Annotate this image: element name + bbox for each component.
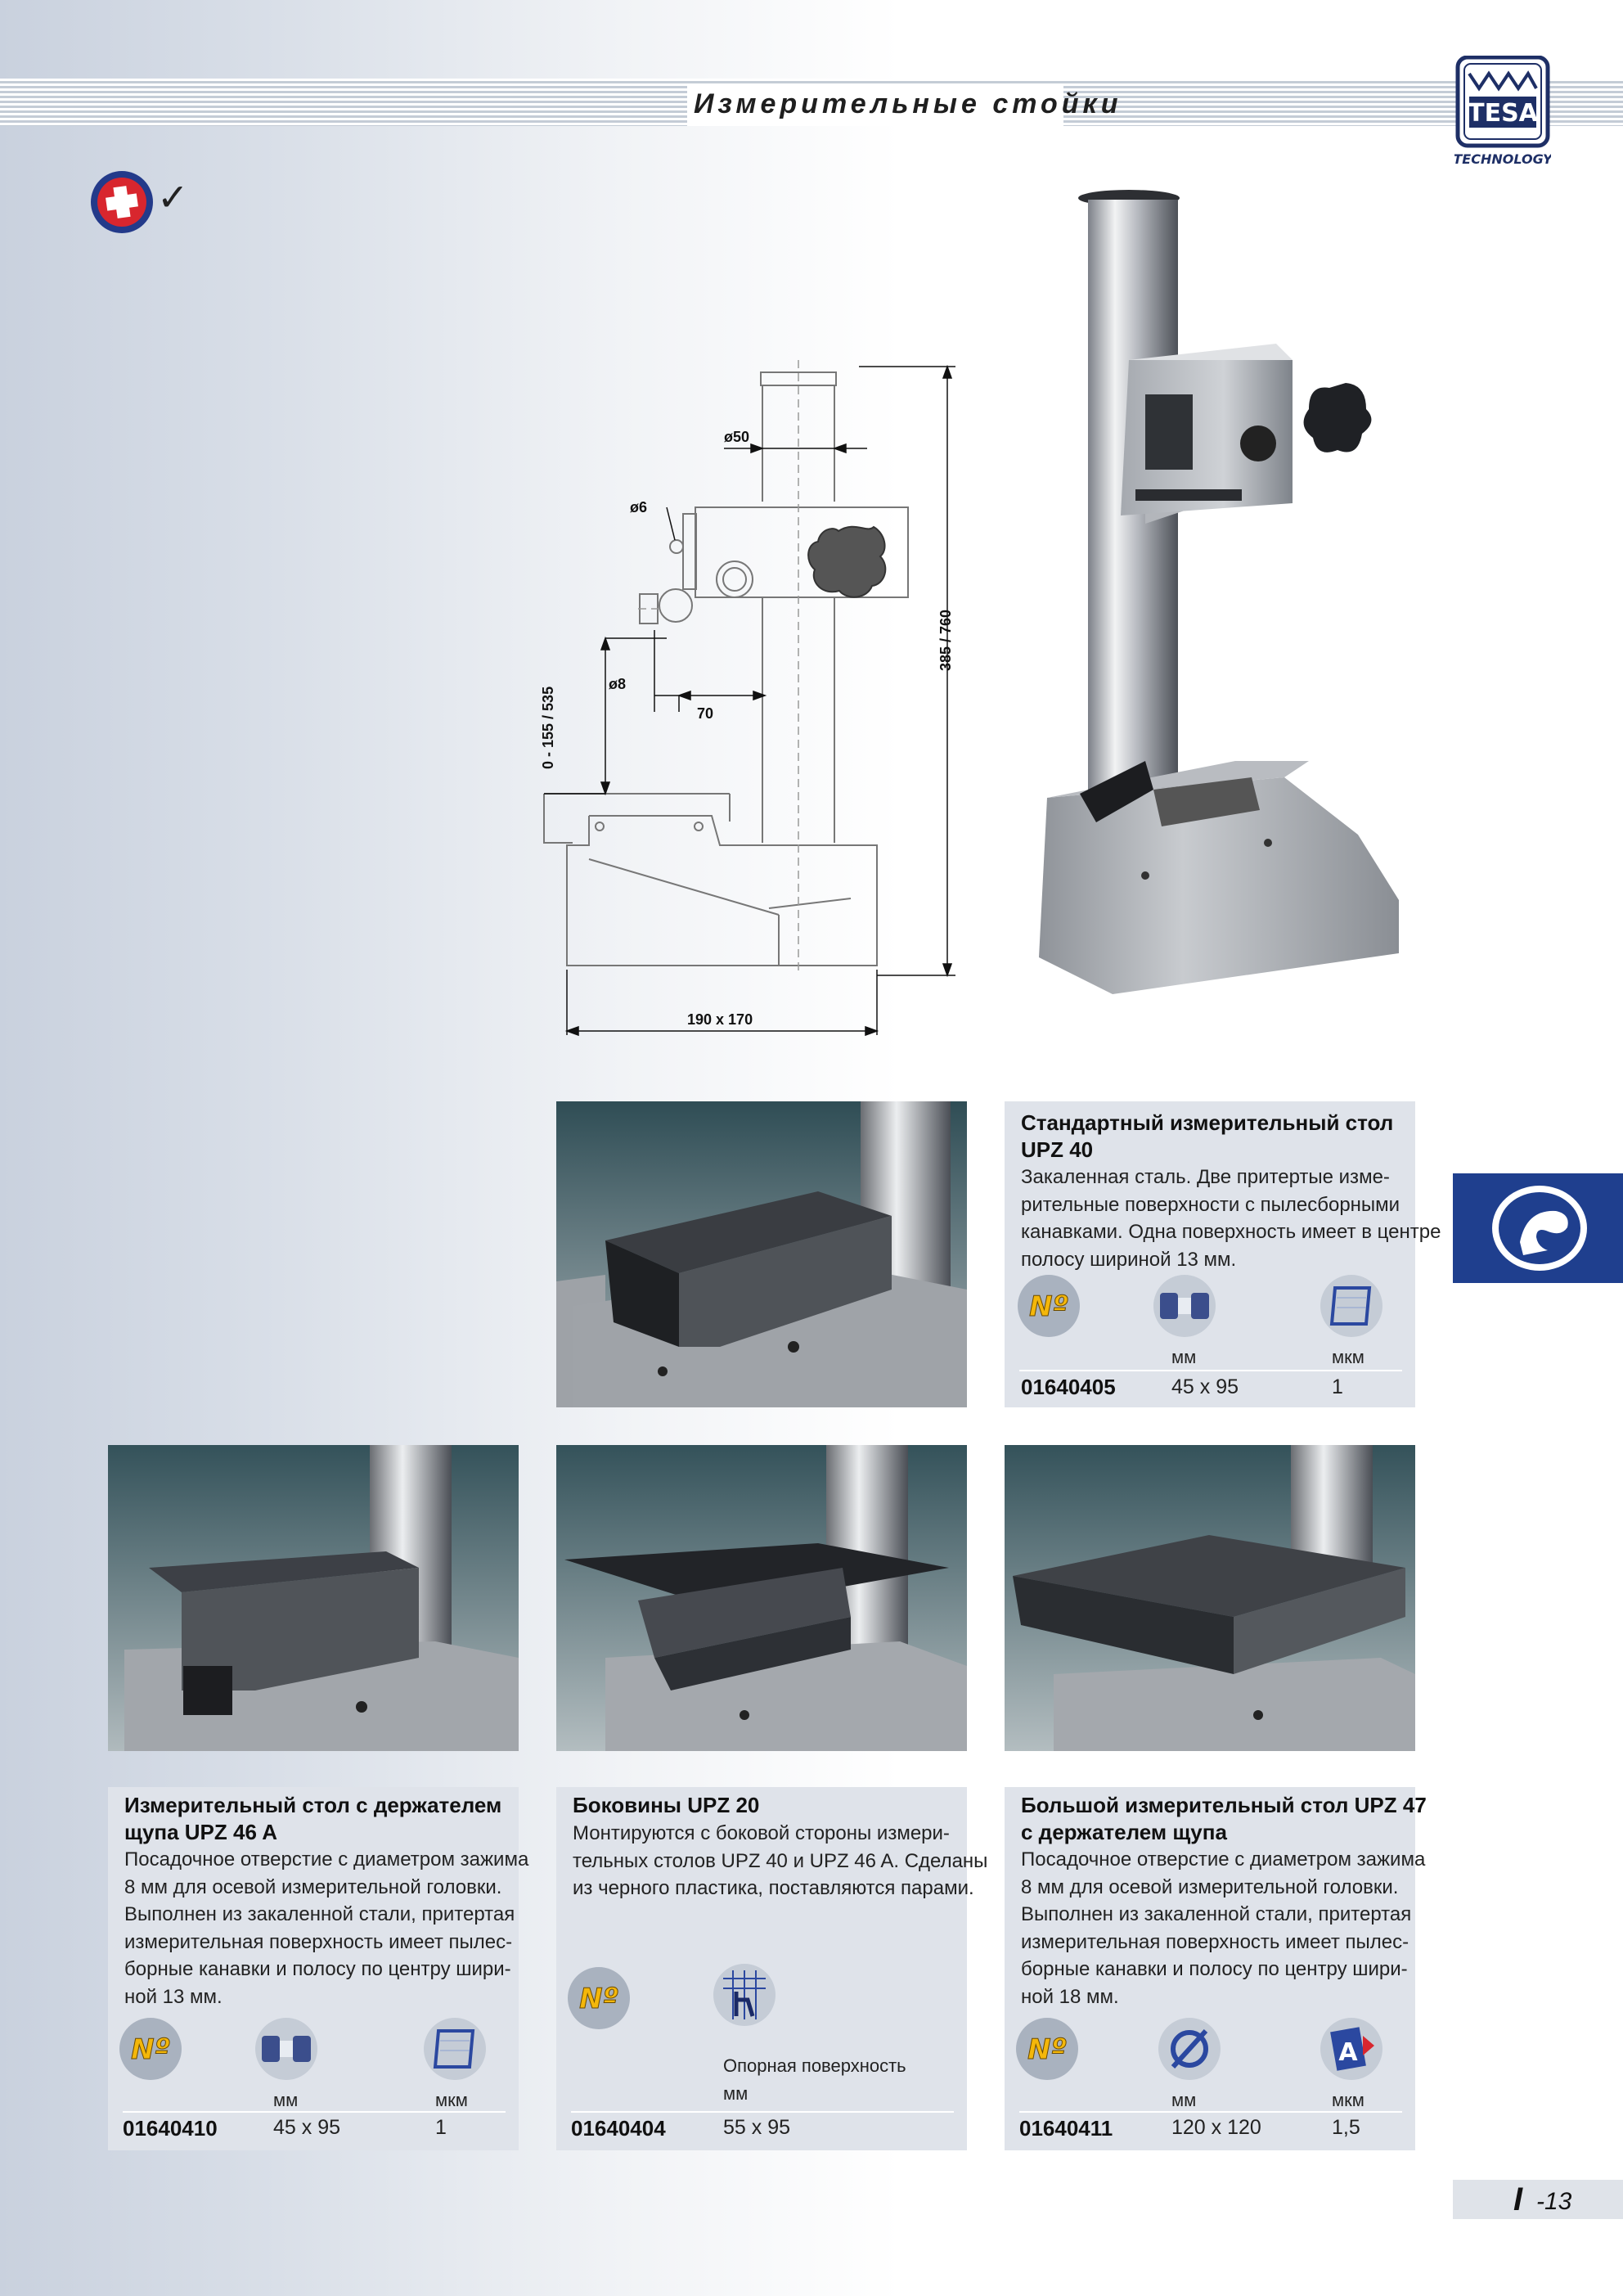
unit-um: мкм	[435, 2090, 468, 2110]
table-divider	[123, 2111, 506, 2113]
product-title: Боковины UPZ 20	[573, 1793, 760, 1817]
svg-text:Nº: Nº	[131, 2033, 170, 2066]
measuring-stand-photo	[1014, 188, 1440, 1015]
upz47-photo	[1005, 1445, 1415, 1751]
flatness-value: 1,5	[1332, 2116, 1360, 2139]
product-title: Стандартный измерительный стол UPZ 40	[1021, 1110, 1394, 1162]
unit-um: мкм	[1332, 1347, 1364, 1367]
flatness-icon	[1319, 1273, 1384, 1339]
svg-text:Nº: Nº	[1029, 1290, 1068, 1323]
page-section-letter: I	[1513, 2181, 1523, 2217]
support-surface-caption: Опорная поверхность	[723, 2055, 906, 2076]
number-badge-icon	[118, 2016, 183, 2082]
probe-stand-tab-icon	[1490, 1185, 1589, 1272]
number-badge-icon	[1016, 1273, 1081, 1339]
number-badge-icon	[566, 1965, 632, 2031]
svg-text:A: A	[1338, 2038, 1358, 2067]
product-panel-upz20	[556, 1787, 988, 2150]
dimension-value: 55 x 95	[723, 2116, 791, 2139]
product-description: Монтируются с боковой стороны измери- тельных столов UPZ 40 и UPZ 46 A. Сделаны из черного пластика, поставляются парами.	[573, 1822, 988, 1899]
unit-mm: мм	[273, 2090, 299, 2110]
product-panel-upz47	[1005, 1787, 1427, 2150]
product-description: Посадочное отверстие с диаметром зажима 8 мм для осевой измерительной головки. Выполнен из закаленной стали, притертая измерительная поверхность имеет пылес- борные канавки и полосу по центру шири- ной 13 мм.	[124, 1848, 529, 2008]
tesa-logo	[1454, 56, 1551, 170]
section-tab	[1453, 1173, 1623, 1283]
svg-text:385 / 760: 385 / 760	[937, 609, 954, 671]
page-section-number: -13	[1536, 2188, 1572, 2215]
article-number: 01640410	[123, 2116, 218, 2141]
page-title: Измерительные стойки	[694, 88, 1122, 119]
page-number	[1453, 2180, 1623, 2219]
upz46a-photo	[108, 1445, 519, 1751]
product-title: Измерительный стол с держателем щупа UPZ 46 A	[124, 1793, 502, 1844]
article-number: 01640405	[1021, 1375, 1116, 1399]
unit-mm: мм	[1171, 1347, 1197, 1367]
upz40-photo	[556, 1101, 967, 1407]
product-panel-upz46a	[108, 1787, 529, 2150]
svg-text:Nº: Nº	[579, 1983, 618, 2015]
product-description: Посадочное отверстие с диаметром зажима 8 мм для осевой измерительной головки. Выполнен из закаленной стали, притертая измерительная поверхность имеет пылес- борные канавки и полосу по центру шири- ной 18 мм.	[1021, 1848, 1426, 2008]
table-divider	[571, 2111, 954, 2113]
svg-text:ø50: ø50	[724, 429, 750, 445]
number-badge-icon	[1014, 2016, 1080, 2082]
swiss-made-icon	[88, 169, 155, 236]
article-number: 01640411	[1019, 2116, 1113, 2141]
svg-text:TESA: TESA	[1468, 99, 1538, 128]
flatness-icon	[422, 2016, 488, 2082]
unit-mm: мм	[1171, 2090, 1197, 2110]
flatness-value: 1	[435, 2116, 447, 2139]
article-number: 01640404	[571, 2116, 666, 2141]
upz20-photo	[556, 1445, 967, 1751]
support-surface-icon	[712, 1962, 777, 2028]
svg-text:ø8: ø8	[609, 676, 627, 692]
check-mark-icon: ✓	[157, 176, 189, 218]
product-title: Большой измерительный стол UPZ 47 с держателем щупа	[1021, 1793, 1427, 1844]
svg-text:Nº: Nº	[1027, 2033, 1067, 2066]
product-panel-upz40	[1005, 1101, 1441, 1407]
svg-text:ø6: ø6	[630, 499, 648, 515]
gauge-block-dimension-icon	[1152, 1273, 1217, 1339]
diameter-icon	[1157, 2016, 1222, 2082]
table-divider	[1019, 1370, 1402, 1371]
technical-drawing	[524, 352, 982, 1047]
dimension-value: 45 x 95	[1171, 1375, 1239, 1398]
surface-quality-icon	[1319, 2016, 1384, 2082]
svg-text:0 - 155 / 535: 0 - 155 / 535	[540, 686, 556, 769]
dimension-value: 120 x 120	[1171, 2116, 1261, 2139]
svg-text:190 x 170: 190 x 170	[687, 1011, 753, 1028]
unit-mm: мм	[723, 2083, 749, 2104]
svg-text:70: 70	[697, 705, 714, 722]
dimension-value: 45 x 95	[273, 2116, 341, 2139]
unit-um: мкм	[1332, 2090, 1364, 2110]
svg-text:TECHNOLOGY: TECHNOLOGY	[1454, 151, 1551, 167]
product-description: Закаленная сталь. Две притертые изме- рительные поверхности с пылесборными канавками. Одна поверхность имеет в центре полосу шириной 13 мм.	[1021, 1166, 1441, 1271]
gauge-block-dimension-icon	[254, 2016, 319, 2082]
flatness-value: 1	[1332, 1375, 1343, 1398]
table-divider	[1019, 2111, 1402, 2113]
